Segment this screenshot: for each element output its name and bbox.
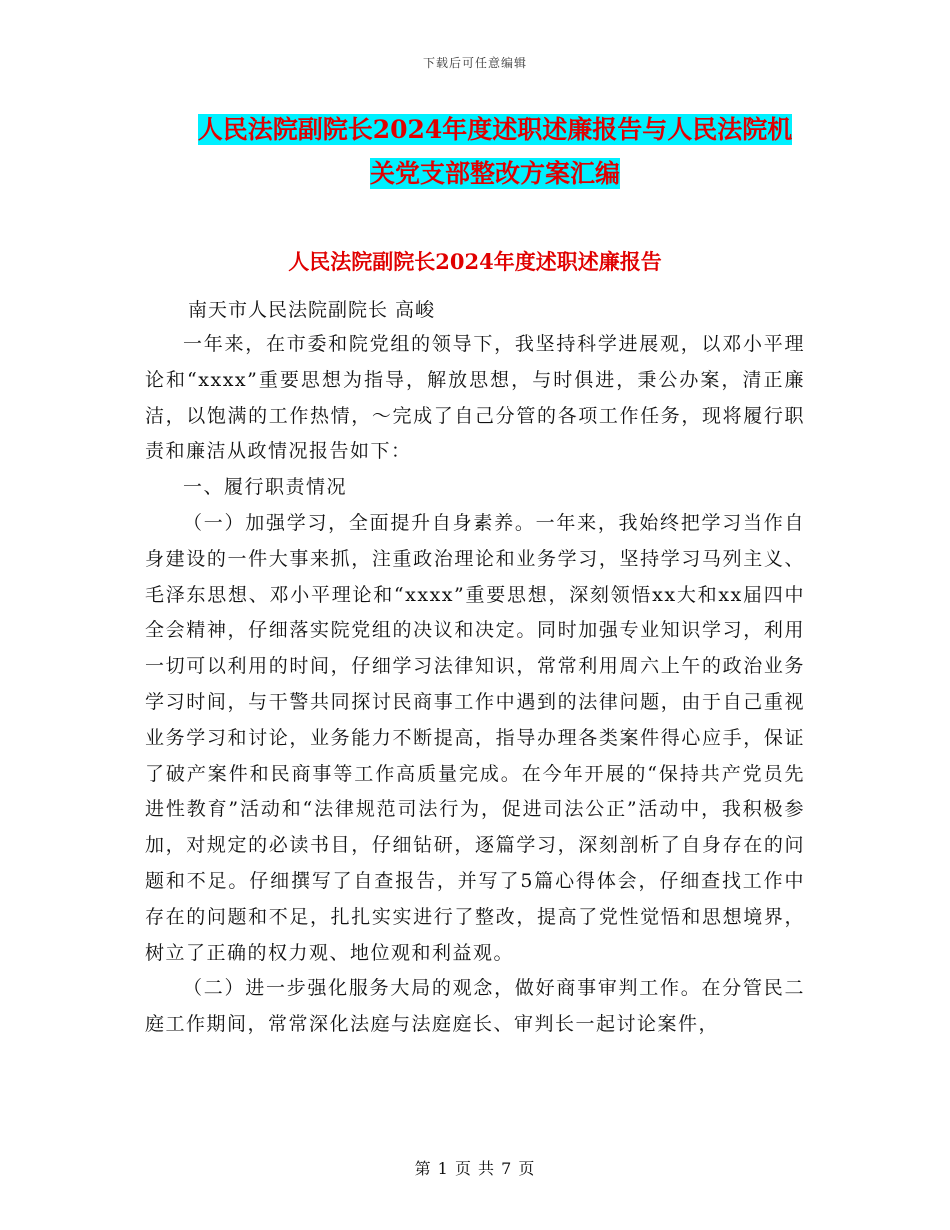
document-title-line-2: 关党支部整改方案汇编 (369, 159, 620, 188)
section-title: 人民法院副院长2024年度述职述廉报告 (288, 249, 662, 274)
report-body (145, 327, 805, 1043)
paragraph-heading-duties: 一、履行职责情况 (183, 476, 348, 499)
paragraph-commercial-trial: （二）进一步强化服务大局的观念，做好商事审判工作。在分管民二庭工作期间，常常深化法庭与法庭庭长、审判长一起讨论案件， (145, 977, 805, 1036)
document-title (145, 108, 845, 196)
document-title-line-1: 人民法院副院长2024年度述职述廉报告与人民法院机 (197, 115, 793, 144)
page-header-note: 下载后可任意编辑 (422, 56, 527, 70)
author-line: 南天市人民法院副院长 高峻 (188, 299, 436, 321)
paragraph-study: （一）加强学习，全面提升自身素养。一年来，我始终把学习当作自身建设的一件大事来抓，注重政治理论和业务学习，坚持学习马列主义、毛泽东思想、邓小平理论和“xxxx”重要思想，深刻领悟xx大和xx届四中全会精神，仔细落实院党组的决议和决定。同时加强专业知识学习，利用一切可以利用的时间，仔细学习法律知识，常常利用周六上午的政治业务学习时间，与干警共同探讨民商事工作中遇到的法律问题，由于自己重视业务学习和讨论，业务能力不断提高，指导办理各类案件得心应手，保证了破产案件和民商事等工作高质量完成。在今年开展的“保持共产党员先进性教育”活动和“法律规范司法行为，促进司法公正”活动中，我积极参加，对规定的必读书目，仔细钻研，逐篇学习，深刻剖析了自身存在的问题和不足。仔细撰写了自查报告，并写了5篇心得体会，仔细查找工作中存在的问题和不足，扎扎实实进行了整改，提高了党性觉悟和思想境界，树立了正确的权力观、地位观和利益观。 (145, 511, 805, 964)
page-number: 第 1 页 共 7 页 (414, 1159, 536, 1178)
paragraph-intro: 一年来，在市委和院党组的领导下，我坚持科学进展观，以邓小平理论和“xxxx”重要思想为指导，解放思想，与时俱进，秉公办案，清正廉洁，以饱满的工作热情，～完成了自己分管的各项工作任务，现将履行职责和廉洁从政情况报告如下： (145, 333, 805, 463)
